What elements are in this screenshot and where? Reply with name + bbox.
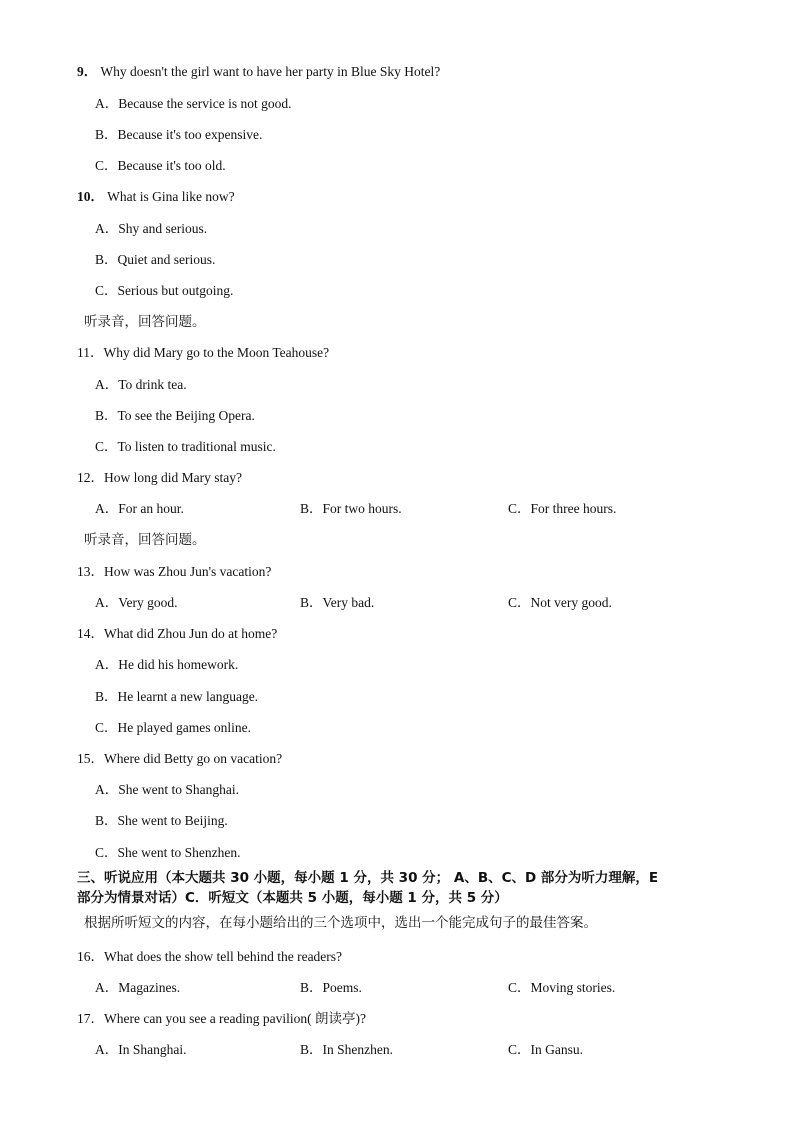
option-b: B．Poems.: [300, 980, 362, 995]
option-a: A．For an hour.: [95, 501, 184, 516]
option-a: A．Magazines.: [95, 980, 181, 995]
option-c: C．To listen to traditional music.: [95, 439, 276, 454]
question-15: 15．Where did Betty go on vacation?: [77, 751, 283, 766]
section-heading-line-1: 三、听说应用（本大题共 30 小题，每小题 1 分，共 30 分； A、B、C、D 部分为听力理解，E: [77, 870, 659, 886]
section-instruction: 根据所听短文的内容，在每小题给出的三个选项中，选出一个能完成句子的最佳答案。: [84, 915, 597, 931]
option-c: C．For three hours.: [508, 501, 617, 516]
option-a: A．He did his homework.: [95, 657, 239, 672]
option-c: C．She went to Shenzhen.: [95, 845, 241, 860]
option-b: B．To see the Beijing Opera.: [95, 408, 255, 423]
question-text: Why doesn't the girl want to have her party in Blue Sky Hotel?: [100, 64, 441, 79]
option-a: A．Shy and serious.: [95, 221, 208, 236]
question-12: 12．How long did Mary stay?: [77, 470, 242, 485]
option-c: C．In Gansu.: [508, 1042, 583, 1057]
option-a: A．Very good.: [95, 595, 178, 610]
question-17: 17．Where can you see a reading pavilion( 朗读亭)?: [77, 1011, 367, 1026]
option-b: B．In Shenzhen.: [300, 1042, 393, 1057]
listen-instruction: 听录音，回答问题。: [84, 532, 206, 548]
question-number: 10．: [77, 189, 104, 204]
section-heading-line-2: 部分为情景对话）C．听短文（本题共 5 小题，每小题 1 分，共 5 分）: [77, 890, 508, 906]
question-13: 13．How was Zhou Jun's vacation?: [77, 564, 272, 579]
question-9: [77, 63, 440, 81]
option-b: B．She went to Beijing.: [95, 813, 228, 828]
option-c: C．Not very good.: [508, 595, 612, 610]
option-c: C．He played games online.: [95, 720, 251, 735]
option-b: B．He learnt a new language.: [95, 689, 259, 704]
listen-instruction: 听录音，回答问题。: [84, 314, 206, 330]
option-c: C．Moving stories.: [508, 980, 616, 995]
option-b: B．Very bad.: [300, 595, 375, 610]
question-11: 11．Why did Mary go to the Moon Teahouse?: [77, 345, 330, 360]
option-a: A．She went to Shanghai.: [95, 782, 239, 797]
option-b: B．For two hours.: [300, 501, 402, 516]
option-c: C．Because it's too old.: [95, 158, 226, 173]
option-b: B．Quiet and serious.: [95, 252, 216, 267]
question-16: 16．What does the show tell behind the readers?: [77, 949, 343, 964]
option-a: A．To drink tea.: [95, 377, 187, 392]
question-10: [77, 188, 235, 206]
option-a: A．Because the service is not good.: [95, 96, 292, 111]
option-b: B．Because it's too expensive.: [95, 127, 263, 142]
question-text: What is Gina like now?: [107, 189, 235, 204]
question-number: 9．: [77, 64, 98, 79]
option-c: C．Serious but outgoing.: [95, 283, 234, 298]
option-a: A．In Shanghai.: [95, 1042, 187, 1057]
question-14: 14．What did Zhou Jun do at home?: [77, 626, 278, 641]
